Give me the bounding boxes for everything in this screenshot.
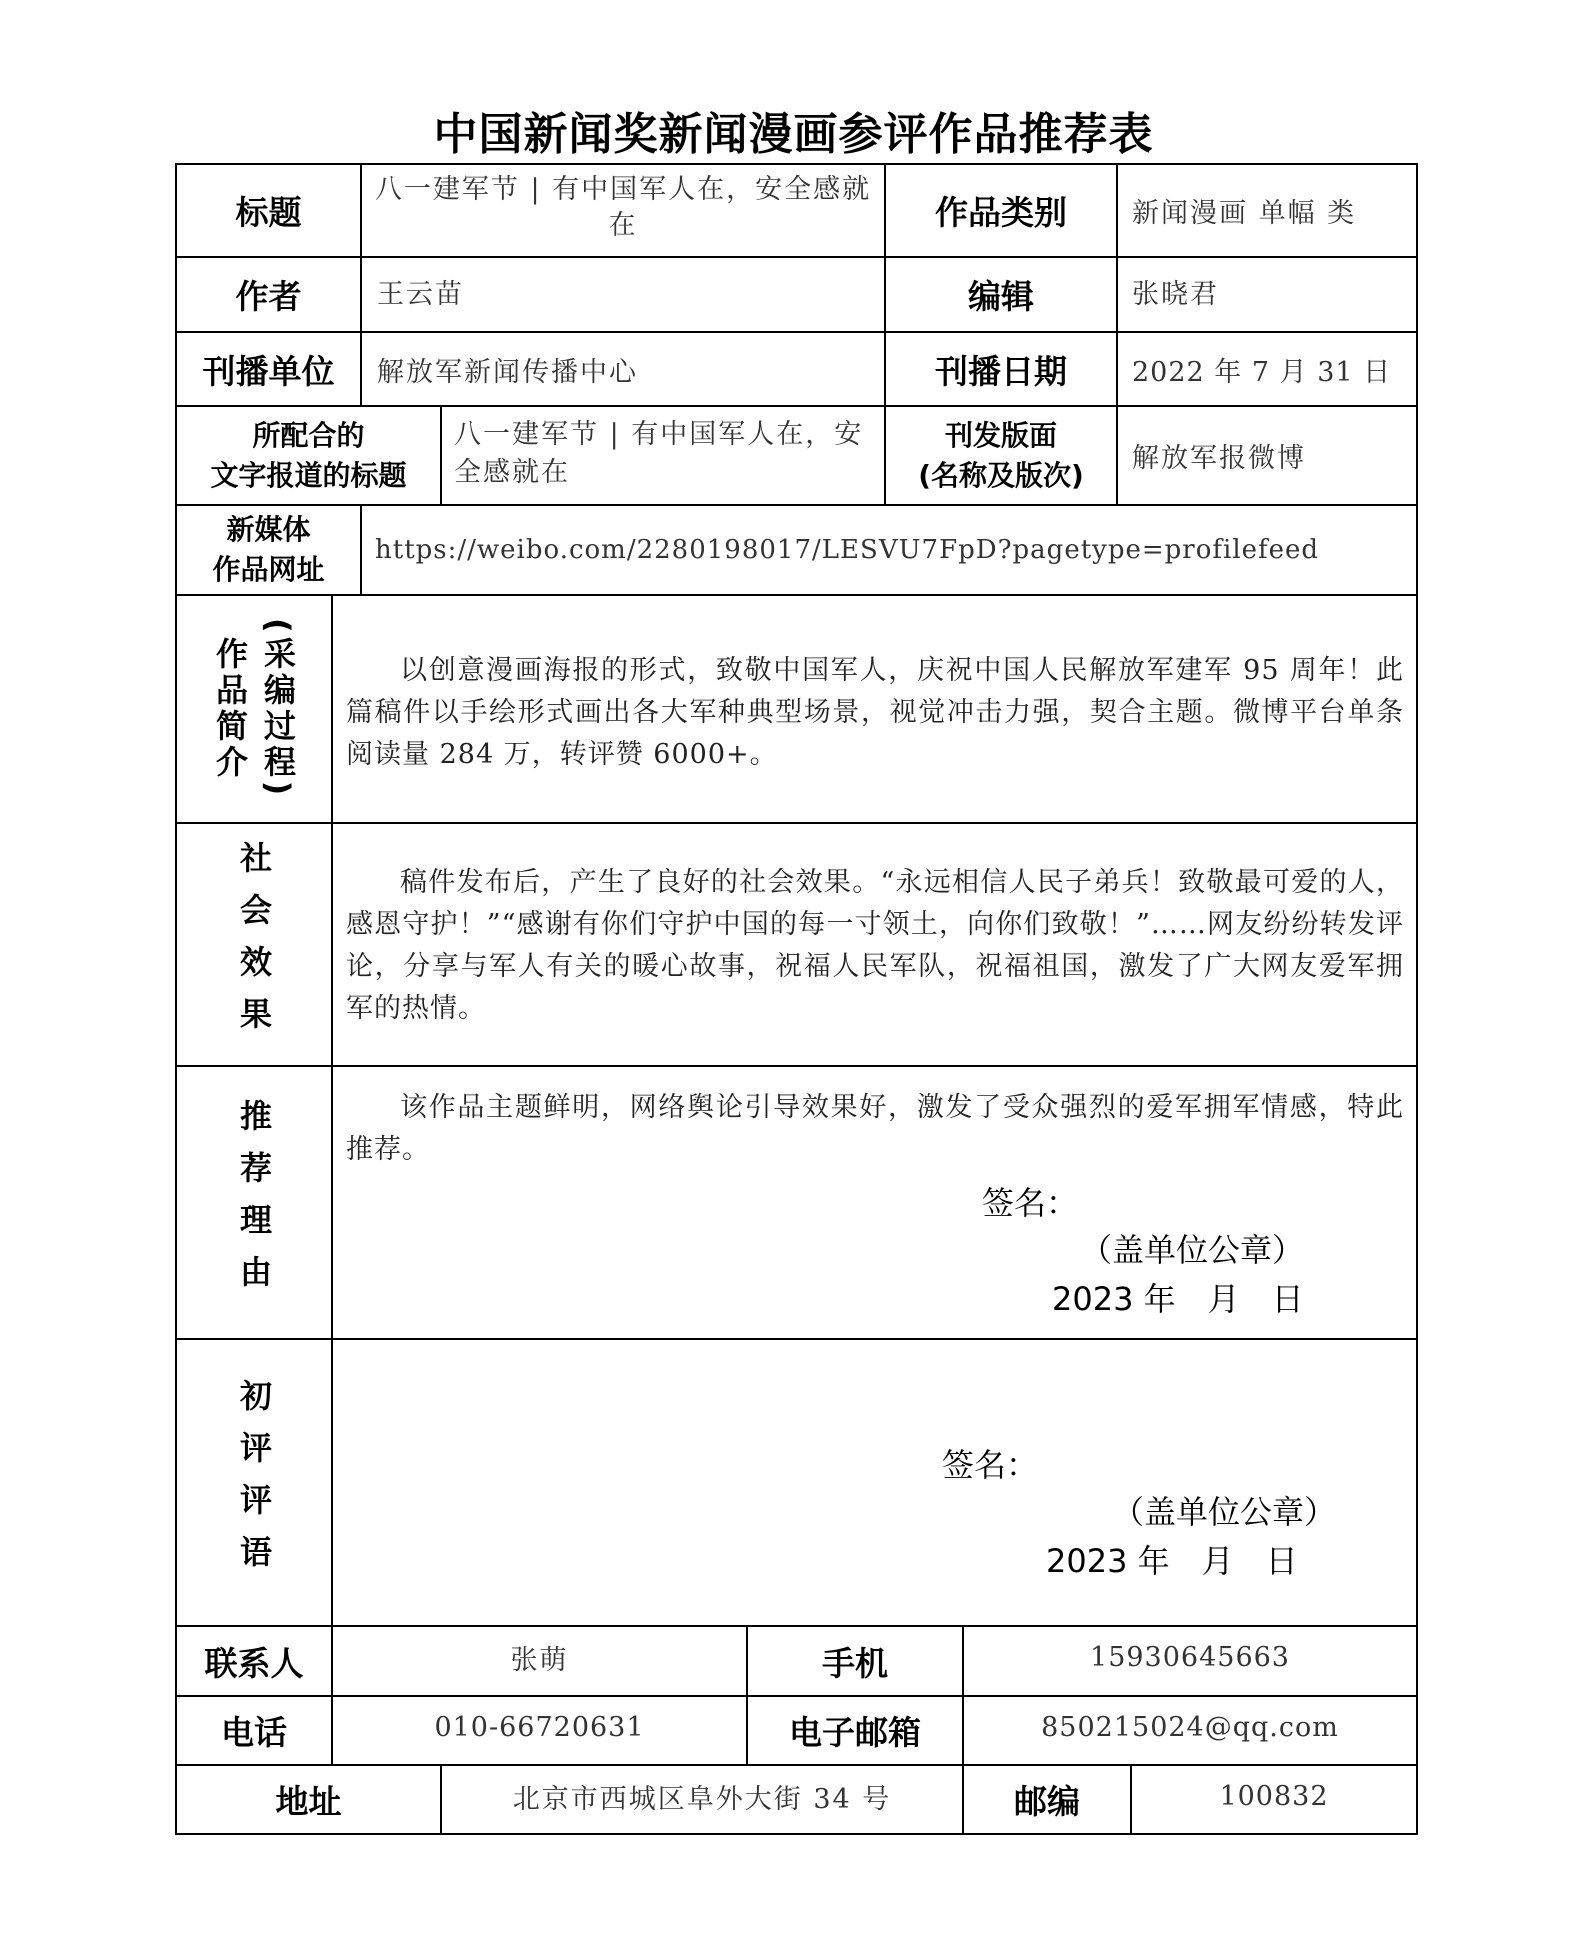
address-value: 北京市西城区阜外大街 34 号: [512, 1783, 892, 1815]
address-label: 地址: [275, 1782, 342, 1821]
review-signature-label: 签名：: [942, 1446, 1039, 1484]
phone-value: 010-66720631: [434, 1711, 645, 1743]
author-label: 作者: [235, 277, 302, 316]
zip-label: 邮编: [1014, 1782, 1080, 1821]
review-seal-label: （盖单位公章）: [1112, 1493, 1337, 1531]
contact-label: 联系人: [204, 1643, 304, 1683]
reason-seal-label: （盖单位公章）: [1080, 1231, 1305, 1269]
email-value[interactable]: 850215024@qq.com: [1041, 1711, 1339, 1743]
url-label-line1: 新媒体: [226, 513, 311, 546]
zip-value: 100832: [1219, 1780, 1329, 1812]
category-label: 作品类别: [935, 193, 1067, 232]
effect-text: 稿件发布后，产生了良好的社会效果。“永远相信人民子弟兵！致敬最可爱的人，感恩守护！”“感谢有你们守护中国的每一寸领土，向你们致敬！”……网友纷纷转发评论，分享与军人有关的暖心故事，祝福人民军队，祝福祖国，激发了广大网友爱军拥军的热情。: [346, 867, 1404, 1024]
reason-text: 该作品主题鲜明，网络舆论引导效果好，激发了受众强烈的爱军拥军情感，特此推荐。: [346, 1092, 1404, 1165]
publisher-value: 解放军新闻传播中心: [377, 356, 638, 388]
intro-label-main: 作品简介: [211, 637, 249, 781]
page-label: [886, 407, 1116, 504]
url-label: [177, 506, 360, 594]
title-label: 标题: [235, 193, 302, 232]
form-title: 中国新闻奖新闻漫画参评作品推荐表: [433, 109, 1154, 160]
mobile-value: 15930645663: [1090, 1641, 1290, 1673]
intro-text: 以创意漫画海报的形式，致敬中国军人，庆祝中国人民解放军建军 95 周年！此篇稿件以手绘形式画出各大军种典型场景，视觉冲击力强，契合主题。微博平台单条阅读量 284 万，转评赞 6000+。: [346, 655, 1404, 770]
page-value: 解放军报微博: [1132, 443, 1306, 474]
intro-label: [177, 596, 331, 822]
related-label-line2: 文字报道的标题: [210, 458, 407, 492]
reason-date: 2023 年 月 日: [1052, 1280, 1304, 1318]
effect-label: 社会效果: [235, 840, 273, 1049]
mobile-label: 手机: [822, 1643, 888, 1683]
review-label: 初评评语: [235, 1378, 273, 1587]
intro-label-sub: (采编过程): [259, 618, 297, 800]
reason-signature-label: 签名：: [982, 1184, 1079, 1222]
review-date: 2023 年 月 日: [1046, 1542, 1298, 1580]
reason-label: 推荐理由: [235, 1098, 273, 1307]
date-value: 2022 年 7 月 31 日: [1132, 356, 1392, 388]
page-label-line1: 刊发版面: [944, 418, 1057, 452]
phone-label: 电话: [221, 1713, 287, 1752]
date-label: 刊播日期: [935, 351, 1067, 391]
editor-label: 编辑: [968, 277, 1034, 316]
email-label: 电子邮箱: [789, 1713, 921, 1752]
contact-value: 张萌: [510, 1644, 569, 1676]
related-label: [177, 407, 440, 504]
url-label-line2: 作品网址: [212, 553, 325, 586]
page-label-line2: (名称及版次): [918, 458, 1084, 492]
publisher-label: 刊播单位: [202, 351, 335, 391]
title-value: 八一建军节 | 有中国军人在，安全感就在: [374, 174, 872, 241]
author-value: 王云苗: [377, 279, 464, 310]
url-value[interactable]: https://weibo.com/2280198017/LESVU7FpD?pagetype=profilefeed: [375, 535, 1320, 565]
category-value: 新闻漫画 单幅 类: [1132, 198, 1357, 229]
related-label-line1: 所配合的: [252, 418, 365, 452]
related-value: 八一建军节 | 有中国军人在，安全感就在: [454, 419, 864, 488]
editor-value: 张晓君: [1132, 279, 1219, 310]
